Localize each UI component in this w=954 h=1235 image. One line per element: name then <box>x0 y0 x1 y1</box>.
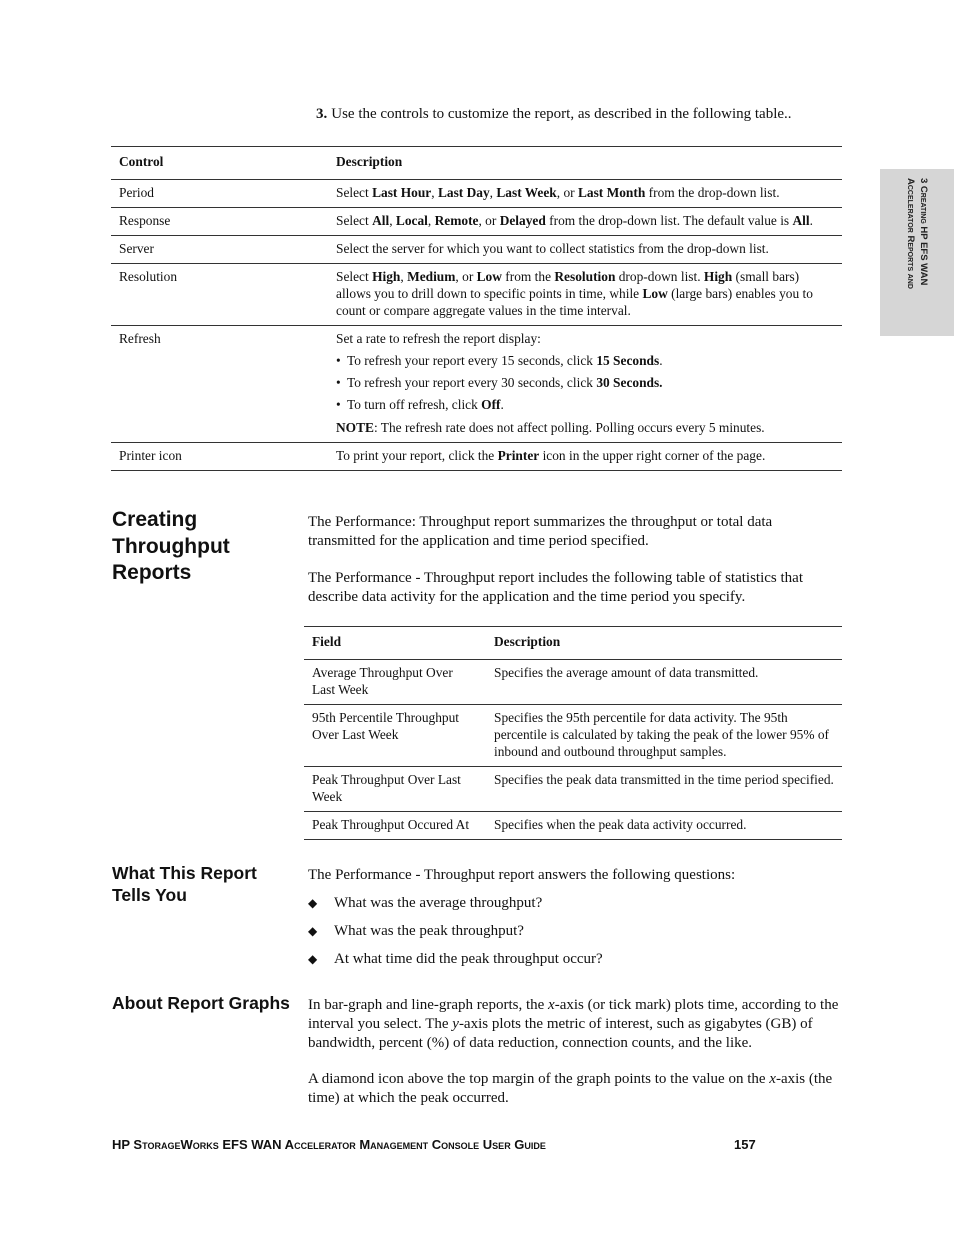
paragraph-questions-intro: The Performance - Throughput report answers the following questions: <box>308 867 736 883</box>
table-row <box>304 705 842 767</box>
table-row <box>111 208 842 236</box>
control-description: Select All, Local, Remote, or Delayed from the drop-down list. The default value is All. <box>336 213 813 228</box>
field-name: Peak Throughput Over Last Week <box>312 772 461 804</box>
list-item <box>308 922 842 950</box>
controls-table-header <box>111 147 842 180</box>
table-row <box>111 443 842 471</box>
section-heading-what-this-report-tells-you: What This Report Tells You <box>112 863 257 905</box>
field-name: Peak Throughput Occured At <box>312 817 470 832</box>
field-name: Average Throughput Over Last Week <box>312 665 453 697</box>
field-description: Specifies the peak data transmitted in the time period specified. <box>494 772 834 787</box>
paragraph-diamond-icon: A diamond icon above the top margin of the graph points to the value on the x-axis (the time) at which the peak occurred. <box>308 1071 833 1106</box>
control-name: Resolution <box>119 269 178 284</box>
diamond-bullet-icon: ◆ <box>308 952 318 966</box>
control-name: Response <box>119 213 171 228</box>
field-description: Specifies when the peak data activity occurred. <box>494 817 747 832</box>
question-text: At what time did the peak throughput occur? <box>334 951 603 967</box>
control-description: Select Last Hour, Last Day, Last Week, or Last Month from the drop-down list. <box>336 185 780 200</box>
step-instruction <box>316 106 792 123</box>
section-heading-creating-throughput-reports: Creating Throughput Reports <box>112 508 230 584</box>
control-description: Select the server for which you want to collect statistics from the drop-down list. <box>336 241 769 256</box>
control-name: Printer icon <box>119 448 182 463</box>
footer-guide-title: HP StorageWorks EFS WAN Accelerator Management Console User Guide <box>112 1137 546 1152</box>
controls-table-body <box>111 180 842 471</box>
fields-table <box>304 626 842 840</box>
footer-page-number: 157 <box>734 1137 756 1152</box>
question-text: What was the average throughput? <box>334 895 543 911</box>
column-header-field: Field <box>312 634 342 649</box>
step-number: 3. <box>316 106 328 122</box>
field-description: Specifies the average amount of data transmitted. <box>494 665 759 680</box>
chapter-side-tab <box>880 169 954 336</box>
table-row <box>304 812 842 840</box>
control-description: Select High, Medium, or Low from the Resolution drop-down list. High (small bars) allows you to drill down to specific points in time, while Low (large bars) enables you to count or compare aggregate values in the time interval. <box>336 269 813 318</box>
chapter-side-tab-text <box>904 178 930 328</box>
table-row <box>111 264 842 326</box>
field-name: 95th Percentile Throughput Over Last Week <box>312 710 460 742</box>
control-description: To print your report, click the Printer icon in the upper right corner of the page. <box>336 448 766 463</box>
diamond-bullet-icon: ◆ <box>308 896 318 910</box>
table-row <box>304 660 842 705</box>
list-item <box>308 894 842 922</box>
step-text: Use the controls to customize the report, as described in the following table.. <box>331 106 792 122</box>
column-header-description: Description <box>336 154 403 169</box>
control-name: Refresh <box>119 331 161 346</box>
question-list <box>308 894 842 978</box>
paragraph-throughput-table-intro: The Performance - Throughput report includes the following table of statistics that describe data activity for the application and the time period you specify. <box>308 570 804 605</box>
control-name: Period <box>119 185 154 200</box>
fields-table-body <box>304 660 842 840</box>
question-text: What was the peak throughput? <box>334 923 524 939</box>
column-header-description: Description <box>494 634 561 649</box>
control-name: Server <box>119 241 154 256</box>
section-heading-about-report-graphs: About Report Graphs <box>112 993 290 1013</box>
list-item <box>308 950 842 978</box>
side-tab-line-2: Accelerator Reports and <box>905 177 916 289</box>
paragraph-graph-axes: In bar-graph and line-graph reports, the x-axis (or tick mark) plots time, according to the interval you select. The y-axis plots the metric of interest, such as gigabytes (GB) of bandwidth, percent (%) of data reduction, connection counts, and the like. <box>308 997 839 1051</box>
diamond-bullet-icon: ◆ <box>308 924 318 938</box>
field-description: Specifies the 95th percentile for data activity. The 95th percentile is calculated by taking the peak of the lower 95% of inbound and outbound throughput samples. <box>494 710 830 759</box>
side-tab-line-1: 3 Creating HP EFS WAN <box>918 177 929 285</box>
table-row <box>111 326 842 443</box>
table-row <box>304 767 842 812</box>
table-row <box>111 180 842 208</box>
paragraph-throughput-summary: The Performance: Throughput report summarizes the throughput or total data transmitted for the application and time period specified. <box>308 514 773 549</box>
fields-table-header <box>304 627 842 660</box>
controls-table <box>111 146 842 471</box>
control-description: Set a rate to refresh the report display: • To refresh your report every 15 seconds, click 15 Seconds. • To refresh your report every 30 seconds, click 30 Seconds. • To turn off refresh, click Off. NOTE: The refresh rate does not affect polling. Polling occurs every 5 minutes. <box>336 331 765 435</box>
column-header-control: Control <box>119 154 164 169</box>
table-row <box>111 236 842 264</box>
